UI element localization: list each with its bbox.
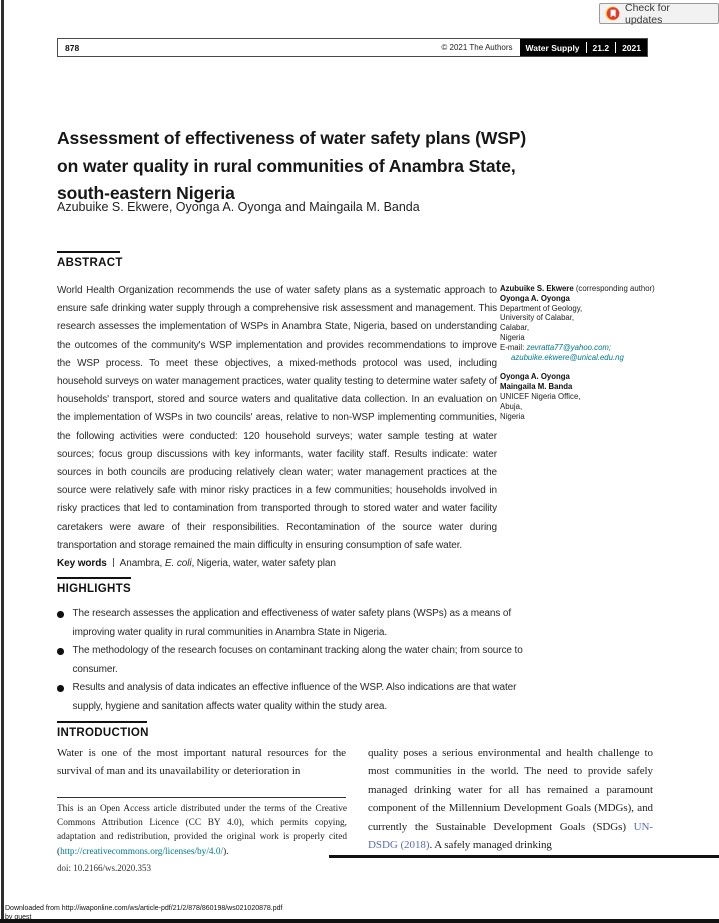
email-line	[500, 343, 665, 353]
affiliation-line: Department of Geology,	[500, 303, 583, 313]
intro-text-post: . A safely managed drinking	[429, 839, 552, 852]
email-link-2[interactable]: azubuike.ekwere@unical.edu.ng	[511, 352, 624, 362]
header-right	[441, 39, 647, 56]
abstract-heading: ABSTRACT	[57, 257, 123, 269]
author-name: Oyonga A. Oyonga	[500, 372, 570, 382]
affiliations-sidebar	[500, 284, 665, 421]
affiliation-line: University of Calabar,	[500, 313, 575, 323]
keywords-italic-term: E. coli	[164, 558, 192, 570]
highlights-heading: HIGHLIGHTS	[57, 583, 131, 595]
article-title-line3: south-eastern Nigeria	[57, 183, 235, 203]
article-title-line1: Assessment of effectiveness of water safety plans (WSP)	[57, 128, 527, 148]
bullet-icon	[57, 685, 64, 692]
open-access-footnote	[57, 802, 347, 859]
highlight-text: The research assesses the application and effectiveness of water safety plans (WSPs) as a means of improving water quality in rural communities in Anambra State in Nigeria.	[72, 608, 512, 638]
crossmark-icon	[605, 6, 620, 21]
affiliation-line: Nigeria	[500, 411, 525, 421]
highlight-item	[57, 605, 535, 642]
affiliation-group-2	[500, 372, 665, 421]
page-number: 878	[65, 42, 80, 53]
header-bar	[57, 38, 648, 57]
abstract-section	[57, 282, 497, 573]
download-note-line1: Downloaded from http://iwaponline.com/ws/article-pdf/21/2/878/860198/ws021020878.pdf	[5, 905, 283, 912]
introduction-heading: INTRODUCTION	[57, 727, 149, 739]
intro-column-right	[368, 744, 653, 854]
email-link-1[interactable]: zevratta77@yahoo.com;	[526, 342, 612, 352]
highlight-text: The methodology of the research focuses on contaminant tracking along the water chain; from source to consumer.	[72, 645, 523, 675]
affiliation-line: Nigeria	[500, 332, 525, 342]
keywords-label: Key words	[57, 558, 107, 570]
email-label: E-mail:	[500, 342, 527, 352]
abstract-body: World Health Organization recommends the use of water safety plans as a systematic approach to ensure safe drinking water supply through a comprehensive risk assessment and management. This research assesses the implementation of WSPs in Anambra State, Nigeria, based on understanding the outcomes of the community's WSP implementation and provides recommendations to improve the WSP process. To meet these objectives, a mixed-methods protocol was used, including household surveys on water management practices, water quality testing to determine water safety of households' transport, stored and source waters and qualitative data collection. In an evaluation on the implementation of WSPs in two councils' areas, relative to non-WSP implementing communities, the following activities were conducted: 120 household surveys; water sample testing at water sources; focus group discussions with key informants, water facility staff. Results indicate: water sources in both councils are producing relatively clean water; water management practices at the source were relatively safe with minor risky practices in a few communities; households involved in risky practices that led to contamination from transported through to stored water and water facility caretakers were aware of their responsibilities. Recontamination of the source water during transportation and storage remained the main difficulty in ensuring consumption of safe water.	[57, 285, 497, 551]
copyright-notice: © 2021 The Authors	[441, 43, 513, 52]
keywords-pre: Anambra,	[119, 558, 165, 570]
cc-license-link[interactable]: http://creativecommons.org/licenses/by/4.0/	[60, 846, 224, 857]
download-note	[5, 905, 282, 922]
journal-year: 2021	[622, 42, 641, 53]
author-name: Azubuike S. Ekwere	[500, 284, 574, 293]
footnote-text-pre: This is an Open Access article distributed under the terms of the Creative Commons Attribution Licence (CC BY 4.0), which permits copying, adaptation and redistribution, provided the original work is properly cited (	[57, 804, 347, 857]
keywords-separator	[113, 558, 114, 567]
email-line	[500, 353, 665, 363]
authors-line: Azubuike S. Ekwere, Oyonga A. Oyonga and Maingaila M. Banda	[57, 200, 420, 214]
highlight-text: Results and analysis of data indicates an effective influence of the WSP. Also indications are that water supply, hygiene and sanitation affects water quality within the study area.	[72, 682, 517, 712]
highlights-list	[57, 605, 535, 717]
keywords-post: , Nigeria, water, water safety plan	[191, 558, 336, 570]
keywords-line	[57, 555, 497, 573]
abstract-heading-rule	[57, 251, 120, 253]
page-edge-scan-line	[329, 855, 719, 858]
journal-badge	[520, 39, 647, 56]
doi-line: doi: 10.2166/ws.2020.353	[57, 863, 152, 873]
bullet-icon	[57, 648, 64, 655]
corresponding-author-line	[500, 284, 665, 294]
intro-column-left: Water is one of the most important natural resources for the survival of man and its unavailability or deterioration in	[57, 747, 346, 778]
affiliation-line: UNICEF Nigeria Office,	[500, 391, 581, 401]
check-for-updates-label: Check for updates	[625, 1, 670, 26]
bullet-icon	[57, 611, 64, 618]
affiliation-group-1	[500, 284, 665, 362]
author-name: Maingaila M. Banda	[500, 382, 573, 392]
highlight-item	[57, 679, 535, 716]
introduction-heading-rule	[57, 721, 147, 723]
un-dsdg-citation-link[interactable]: UN-DSDG (2018)	[368, 820, 653, 852]
check-for-updates-button[interactable]	[599, 3, 719, 24]
footnote-text-post: ).	[223, 846, 229, 857]
corresponding-author-note: (corresponding author)	[573, 284, 655, 293]
page-edge-left	[1, 0, 4, 923]
download-note-line2: by guest	[5, 913, 32, 921]
highlight-item	[57, 642, 535, 679]
article-title-line2: on water quality in rural communities of Anambra State,	[57, 155, 516, 176]
affiliation-line: Calabar,	[500, 323, 530, 333]
journal-volume: 21.2	[592, 42, 610, 53]
affiliation-line: Abuja,	[500, 401, 523, 411]
highlights-heading-rule	[57, 577, 131, 579]
journal-name: Water Supply	[525, 42, 580, 53]
intro-text-pre: quality poses a serious environmental and health challenge to most communities in the world. The need to provide safely managed drinking water for all has remained a paramount component of the Millennium Development Goals (MDGs), and currently the Sustainable Development Goals (SDGs)	[368, 747, 653, 833]
article-title	[57, 125, 526, 208]
author-name: Oyonga A. Oyonga	[500, 293, 570, 303]
footnote-rule	[57, 797, 346, 798]
